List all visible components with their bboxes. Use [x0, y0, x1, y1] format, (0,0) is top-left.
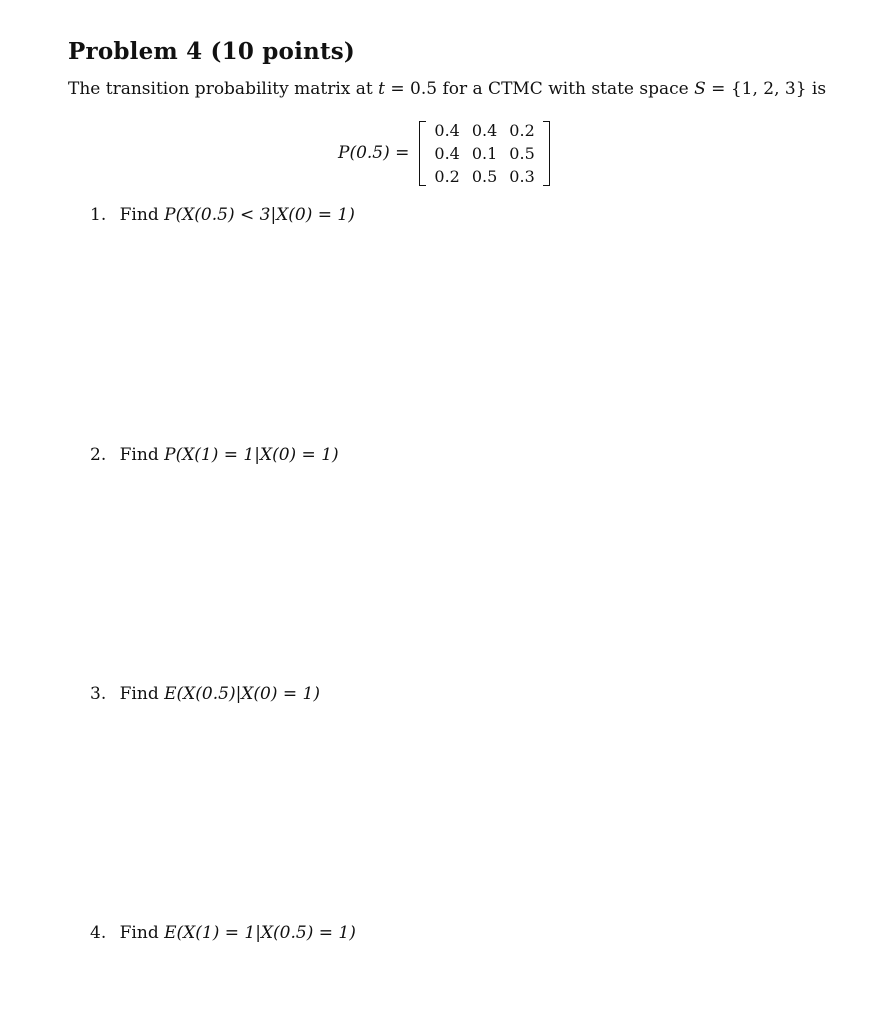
question-number: 2.	[90, 445, 107, 465]
matrix-cell: 0.2	[509, 120, 535, 140]
question-expression: E(X(1) = 1|X(0.5) = 1)	[164, 923, 356, 943]
question-2	[90, 445, 339, 465]
matrix-cell: 0.3	[509, 166, 535, 186]
right-bracket	[543, 121, 550, 186]
transition-matrix	[419, 119, 549, 188]
question-number: 1.	[90, 205, 107, 225]
matrix-cell: 0.4	[434, 143, 460, 163]
intro-text-start: The transition probability matrix at	[68, 79, 379, 99]
question-verb: Find	[119, 205, 159, 225]
problem-title: Problem 4 (10 points)	[68, 38, 355, 65]
time-variable: t	[378, 79, 385, 99]
matrix-row	[428, 142, 540, 165]
matrix-cell: 0.4	[434, 120, 460, 140]
left-bracket	[419, 121, 426, 186]
matrix-row	[428, 165, 540, 188]
question-verb: Find	[119, 684, 159, 704]
matrix-table	[428, 119, 540, 188]
transition-matrix-equation	[338, 118, 550, 188]
question-number: 4.	[90, 923, 107, 943]
problem-intro	[68, 79, 826, 99]
matrix-cell: 0.5	[471, 166, 498, 186]
state-space-variable: S	[694, 79, 706, 99]
question-verb: Find	[119, 445, 159, 465]
question-verb: Find	[119, 923, 159, 943]
matrix-cell: 0.2	[434, 166, 460, 186]
question-3	[90, 684, 320, 704]
question-1	[90, 205, 355, 225]
matrix-label: P(0.5) =	[338, 143, 410, 163]
matrix-cell: 0.4	[471, 120, 498, 140]
matrix-cell: 0.1	[471, 143, 498, 163]
question-expression: E(X(0.5)|X(0) = 1)	[164, 684, 320, 704]
question-expression: P(X(1) = 1|X(0) = 1)	[164, 445, 339, 465]
intro-text-middle: = 0.5 for a CTMC with state space	[384, 79, 695, 99]
matrix-cell: 0.5	[509, 143, 535, 163]
question-4	[90, 923, 356, 943]
question-number: 3.	[90, 684, 107, 704]
intro-text-end: = {1, 2, 3} is	[705, 79, 827, 99]
question-expression: P(X(0.5) < 3|X(0) = 1)	[164, 205, 355, 225]
matrix-row	[428, 119, 540, 142]
